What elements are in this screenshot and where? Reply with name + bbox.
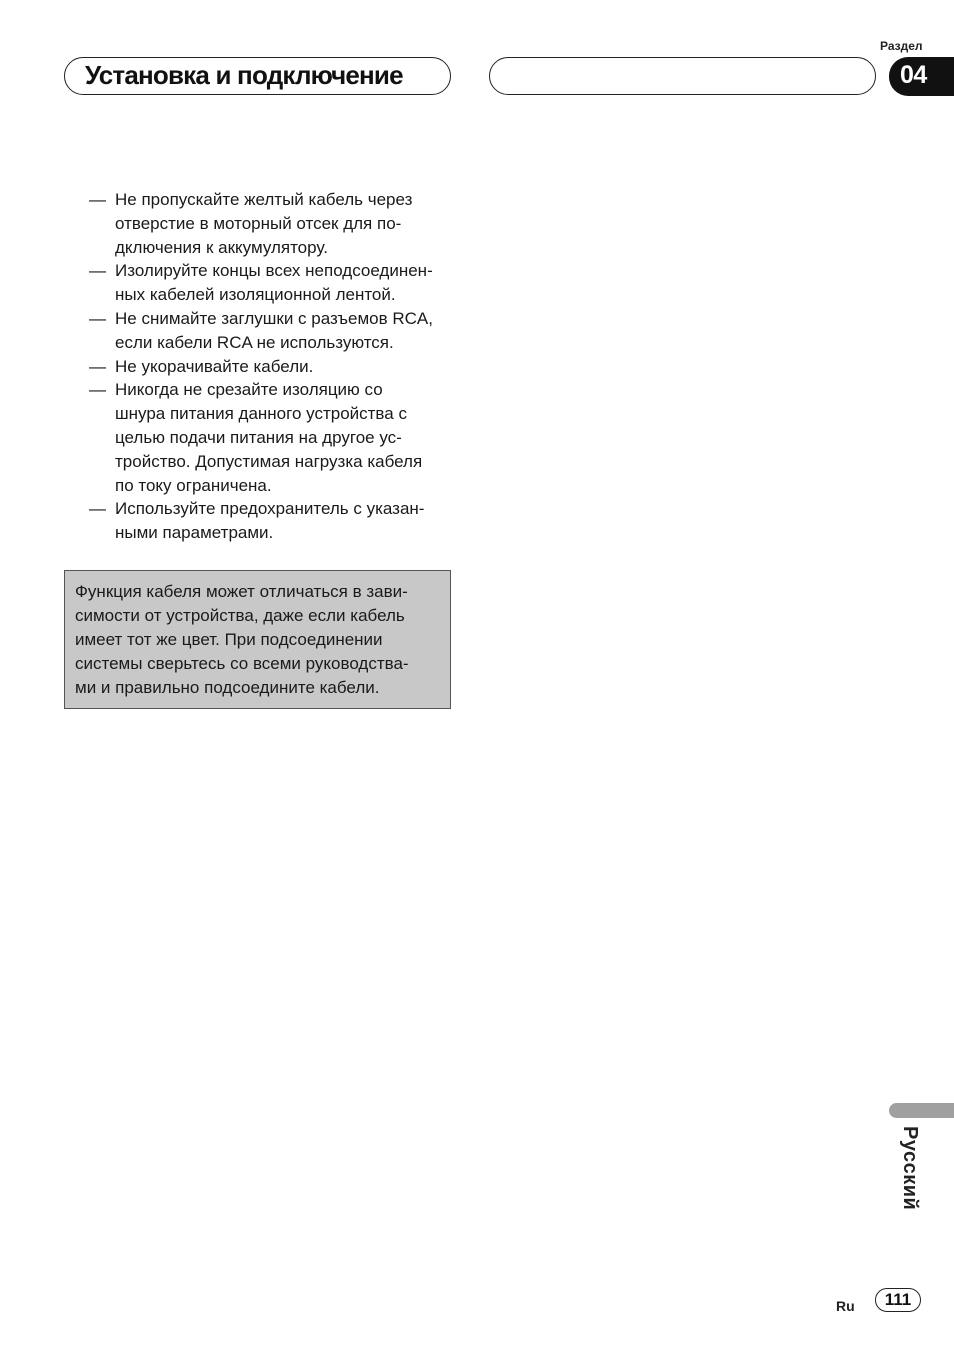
list-item-line: Используйте предохранитель с указан- <box>115 499 425 519</box>
section-title-pill <box>64 57 451 95</box>
note-line: системы сверьтесь со всеми руководства- <box>75 653 409 673</box>
list-item-line: ных кабелей изоляционной лентой. <box>115 285 396 305</box>
list-item-line: Не снимайте заглушки с разъемов RCA, <box>115 308 433 328</box>
note-box <box>64 570 451 709</box>
dash-marker: — <box>89 190 106 209</box>
page-number: 111 <box>875 1288 921 1312</box>
list-item-line: шнура питания данного устройства с <box>115 404 407 424</box>
precautions-list <box>89 188 459 545</box>
dash-marker: — <box>89 356 106 376</box>
dash-marker: — <box>89 380 106 400</box>
list-item-line: по току ограничена. <box>115 475 272 495</box>
list-item-line: тройство. Допустимая нагрузка кабеля <box>115 451 423 471</box>
list-item-line: дключения к аккумулятору. <box>115 237 328 257</box>
list-item <box>89 355 459 379</box>
dash-marker: — <box>89 261 106 281</box>
section-number: 04 <box>900 61 927 89</box>
list-item <box>89 188 459 259</box>
list-item <box>89 307 459 355</box>
list-item-line: Не пропускайте желтый кабель через <box>115 190 413 209</box>
note-line: имеет тот же цвет. При подсоединении <box>75 629 383 649</box>
section-label: Раздел <box>880 39 923 53</box>
list-item-line: Изолируйте концы всех неподсоединен- <box>115 261 433 281</box>
note-line: ми и правильно подсоедините кабели. <box>75 677 380 697</box>
dash-marker: — <box>89 308 106 328</box>
section-title: Установка и подключение <box>85 60 403 90</box>
list-item <box>89 378 459 497</box>
language-label: Русский <box>899 1126 921 1211</box>
list-item-line: Не укорачивайте кабели. <box>115 356 314 376</box>
note-line: симости от устройства, даже если кабель <box>75 605 405 625</box>
section-tab <box>889 57 954 96</box>
list-item-line: Никогда не срезайте изоляцию со <box>115 380 383 400</box>
list-item <box>89 497 459 545</box>
list-item-line: целью подачи питания на другое ус- <box>115 427 402 447</box>
header-empty-pill <box>489 57 876 95</box>
list-item <box>89 259 459 307</box>
list-item-line: ными параметрами. <box>115 523 274 543</box>
language-tab <box>889 1103 954 1118</box>
footer-language-code: Ru <box>836 1298 855 1314</box>
dash-marker: — <box>89 499 106 519</box>
list-item-line: отверстие в моторный отсек для по- <box>115 213 402 233</box>
list-item-line: если кабели RCA не используются. <box>115 332 394 352</box>
note-line: Функция кабеля может отличаться в зави- <box>75 582 408 601</box>
